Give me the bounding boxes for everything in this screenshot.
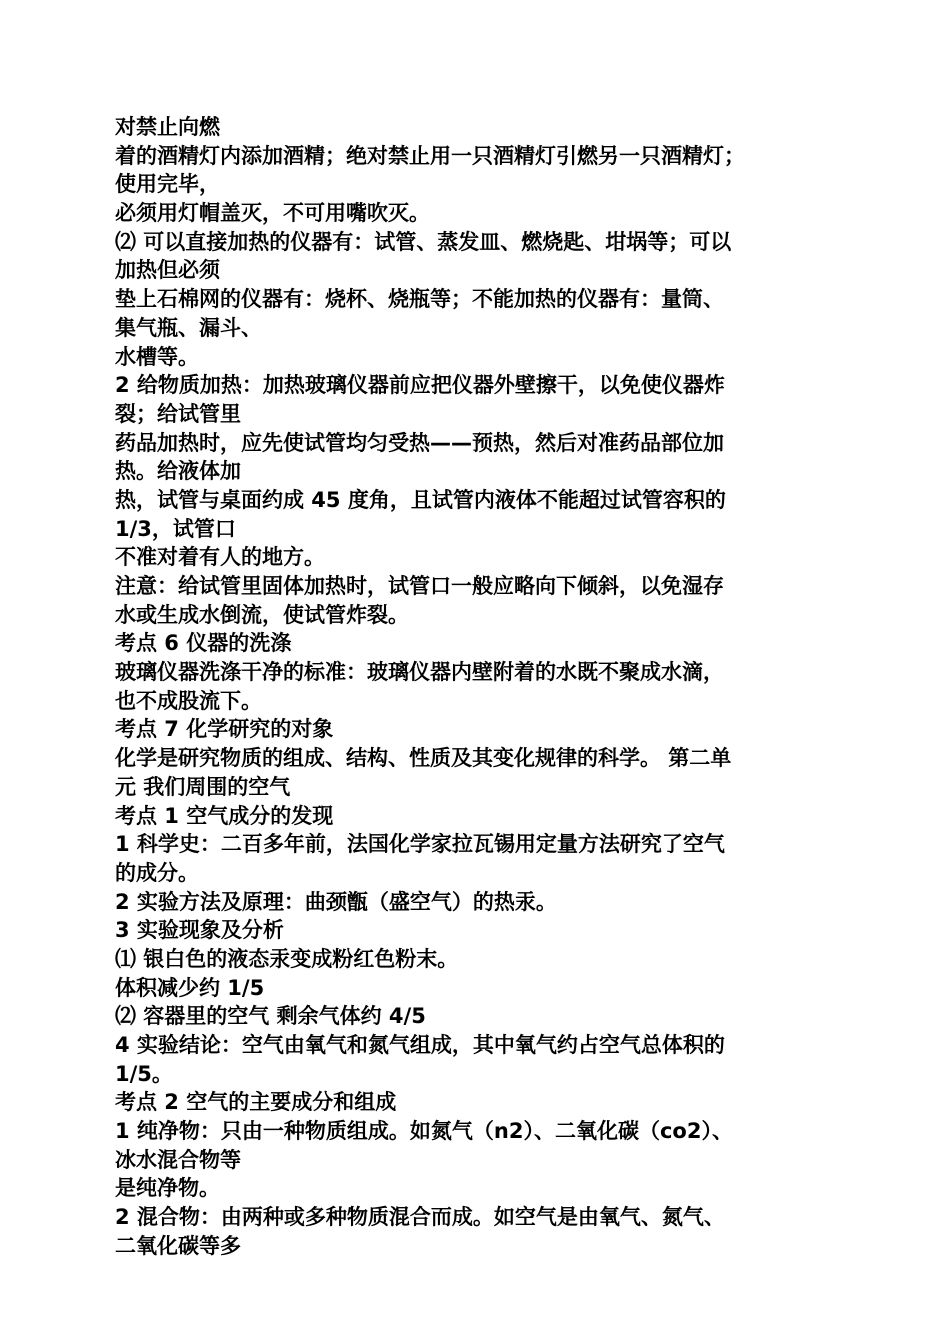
text-line: 裂；给试管里 — [115, 401, 241, 426]
section-heading: 考点 2 空气的主要成分和组成 — [115, 1090, 397, 1115]
text-line: 1 科学史：二百多年前，法国化学家拉瓦锡用定量方法研究了空气 — [115, 832, 725, 857]
text-line: 2 混合物：由两种或多种物质混合而成。如空气是由氧气、氮气、 — [115, 1205, 725, 1230]
text-line: 水或生成水倒流，使试管炸裂。 — [115, 602, 409, 627]
text-line: 2 实验方法及原理：曲颈甑（盛空气）的热汞。 — [115, 889, 557, 914]
text-line: 注意：给试管里固体加热时，试管口一般应略向下倾斜，以免湿存 — [115, 574, 724, 598]
text-line: 1/3，试管口 — [115, 516, 236, 541]
section-heading: 考点 6 仪器的洗涤 — [115, 631, 292, 656]
text-line: 的成分。 — [115, 860, 199, 885]
text-line: 不准对着有人的地方。 — [115, 545, 325, 570]
document-body — [115, 113, 827, 1261]
text-line: 是纯净物。 — [115, 1176, 220, 1201]
text-line: 加热但必须 — [115, 258, 220, 283]
text-line: 必须用灯帽盖灭，不可用嘴吹灭。 — [115, 201, 430, 226]
text-line: ⑵ 容器里的空气 剩余气体约 4/5 — [115, 1004, 426, 1029]
text-line: 体积减少约 1/5 — [115, 975, 265, 1000]
text-line: 4 实验结论：空气由氧气和氮气组成，其中氧气约占空气总体积的 — [115, 1033, 725, 1057]
text-line: ⑴ 银白色的液态汞变成粉红色粉末。 — [115, 946, 459, 971]
text-line: 也不成股流下。 — [115, 688, 262, 713]
text-line: 热，试管与桌面约成 45 度角，且试管内液体不能超过试管容积的 — [115, 487, 726, 512]
text-line: 2 给物质加热：加热玻璃仪器前应把仪器外壁擦干，以免使仪器炸 — [115, 373, 725, 398]
section-heading: 考点 7 化学研究的对象 — [115, 717, 334, 742]
text-line: 3 实验现象及分析 — [115, 918, 284, 943]
text-line: ⑵ 可以直接加热的仪器有：试管、蒸发皿、燃烧匙、坩埚等；可以 — [115, 229, 732, 254]
text-line: 集气瓶、漏斗、 — [115, 315, 262, 340]
text-line: 对禁止向燃 — [115, 115, 220, 139]
text-line: 水槽等。 — [115, 344, 199, 369]
text-line: 使用完毕， — [115, 172, 220, 197]
text-line: 1/5。 — [115, 1061, 173, 1086]
text-line: 热。给液体加 — [115, 459, 241, 484]
text-line: 1 纯净物：只由一种物质组成。如氮气（n2）、二氧化碳（co2）、 — [115, 1119, 733, 1144]
text-line: 垫上石棉网的仪器有：烧杯、烧瓶等；不能加热的仪器有：量筒、 — [115, 287, 724, 312]
text-line: 二氧化碳等多 — [115, 1233, 241, 1258]
text-line: 冰水混合物等 — [115, 1147, 241, 1172]
section-heading: 考点 1 空气成分的发现 — [115, 803, 334, 828]
text-line: 玻璃仪器洗涤干净的标准：玻璃仪器内壁附着的水既不聚成水滴， — [115, 660, 724, 685]
text-line: 着的酒精灯内添加酒精；绝对禁止用一只酒精灯引燃另一只酒精灯； — [115, 143, 745, 168]
text-line: 元 我们周围的空气 — [115, 774, 291, 799]
text-line: 药品加热时，应先使试管均匀受热——预热，然后对准药品部位加 — [115, 430, 724, 455]
text-line: 化学是研究物质的组成、结构、性质及其变化规律的科学。 第二单 — [115, 746, 732, 771]
